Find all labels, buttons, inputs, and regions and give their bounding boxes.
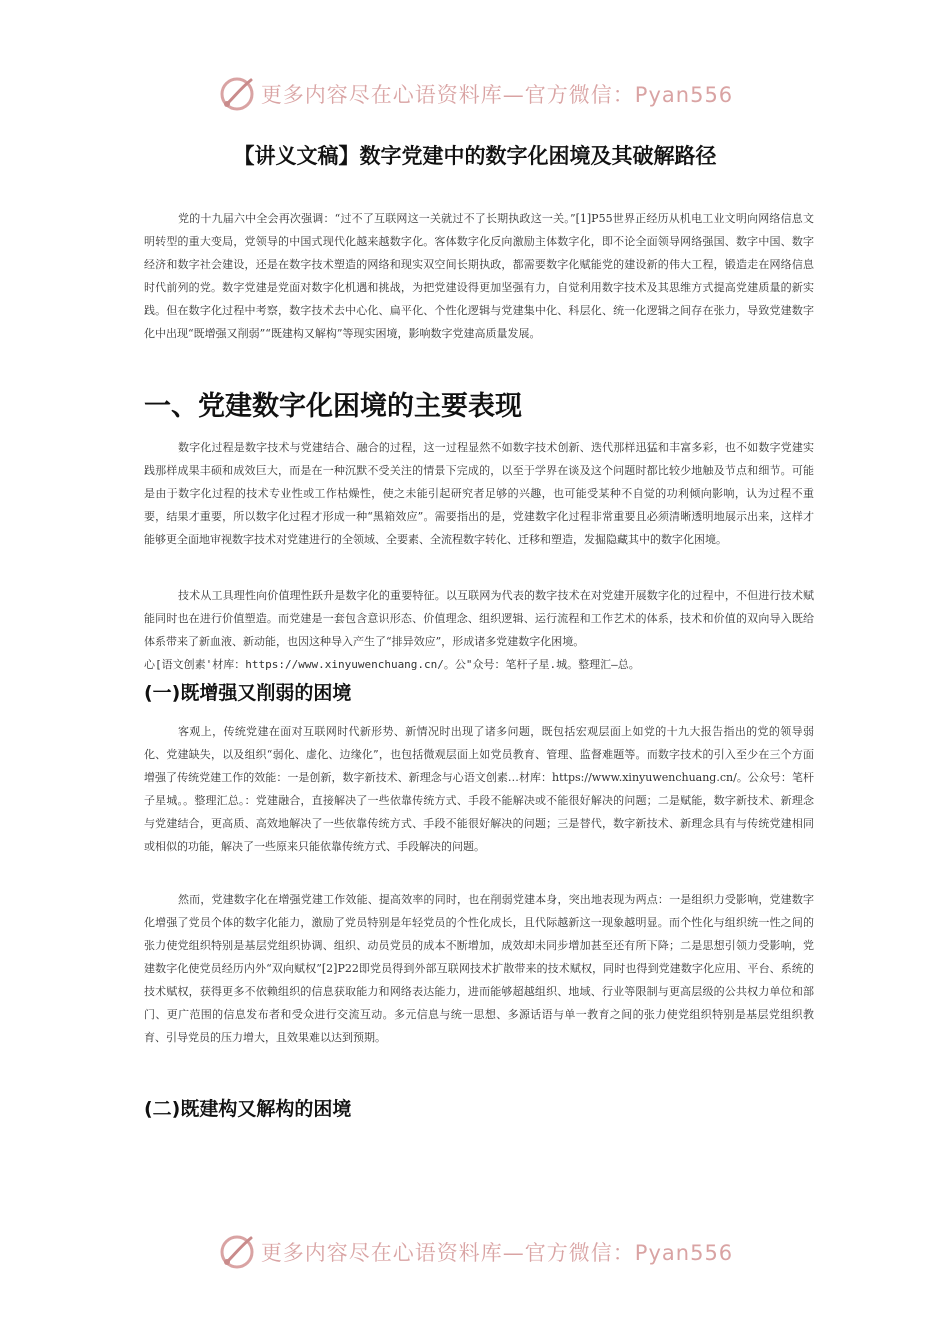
brush-logo-icon [217,74,257,114]
subsection-heading-2: (二)既建构又解构的困境 [144,1098,352,1120]
section1-paragraph-2: 技术从工具理性向价值理性跃升是数字化的重要特征。以互联网为代表的数字技术在对党建开展数字化的过程中，不但进行技术赋能同时也在进行价值塑造。而党建是一套包含意识形态、价值理念、组织逻辑、运行流程和工作艺术的体系，技术和价值的双向导入既给体系带来了新血液、新动能，也因这种导入产生了“排异效应”，形成诸多党建数字化困境。 [144,589,814,648]
watermark-note: 心[语文创素'材库：https://www.xinyuwenchuang.cn/。公"众号：笔杆子星.城。整理汇—总。 [144,658,640,671]
document-title: 【讲义文稿】数字党建中的数字化困境及其破解路径 [233,144,717,168]
section-heading: 一、党建数字化困境的主要表现 [144,391,522,422]
intro-paragraph: 党的十九届六中全会再次强调：“过不了互联网这一关就过不了长期执政这一关。”[1]P55世界正经历从机电工业文明向网络信息文明转型的重大变局，党领导的中国式现代化越来越数字化。客体数字化反向激励主体数字化，即不论全面领导网络强国、数字中国、数字经济和数字社会建设，还是在数字技术塑造的网络和现实双空间长期执政，都需要数字化赋能党的建设新的伟大工程，锻造走在网络信息时代前列的党。数字党建是党面对数字化机遇和挑战，为把党建设得更加坚强有力，自觉利用数字技术及其思维方式提高党建质量的新实践。但在数字化过程中考察，数字技术去中心化、扁平化、个性化逻辑与党建集中化、科层化、统一化逻辑之间存在张力，导致党建数字化中出现“既增强又削弱”“既建构又解构”等现实困境，影响数字党建高质量发展。 [144,212,814,340]
subsection1-paragraph-1: 客观上，传统党建在面对互联网时代新形势、新情况时出现了诸多问题，既包括宏观层面上如党的十九大报告指出的党的领导弱化、党建缺失，以及组织“弱化、虚化、边缘化”，也包括微观层面上如党员教育、管理、监督难题等。而数字技术的引入至少在三个方面增强了传统党建工作的效能：一是创新，数字新技术、新理念与心语文创素…材库：https://www.xinyuwenchuang.cn/。公众号：笔杆子星城。。整理汇总。：党建融合，直接解决了一些依靠传统方式、手段不能解决或不能很好解决的问题；二是赋能，数字新技术、新理念与党建结合，更高质、高效地解决了一些依靠传统方式、手段不能很好解决的问题；三是替代，数字新技术、新理念具有与传统党建相同或相似的功能，解决了一些原来只能依靠传统方式、手段解决的问题。 [144,725,814,853]
banner-text: 更多内容尽在心语资料库—官方微信：Pyan556 [260,1241,734,1265]
footer-banner [0,1232,950,1272]
subsection1-paragraph-2: 然而，党建数字化在增强党建工作效能、提高效率的同时，也在削弱党建本身，突出地表现为两点：一是组织力受影响，党建数字化增强了党员个体的数字化能力，激励了党员特别是年轻党员的个性化成长，且代际越新这一现象越明显。而个性化与组织统一性之间的张力使党组织特别是基层党组织协调、组织、动员党员的成本不断增加，成效却未同步增加甚至还有所下降；二是思想引领力受影响，党建数字化使党员经历内外“双向赋权”[2]P22即党员得到外部互联网技术扩散带来的技术赋权，同时也得到党建数字化应用、平台、系统的技术赋权，获得更多不依赖组织的信息获取能力和网络表达能力，进而能够超越组织、地域、行业等限制与更高层级的公共权力单位和部门、更广范围的信息发布者和受众进行交流互动。多元信息与统一思想、多源话语与单一教育之间的张力使党组织特别是基层党组织教育、引导党员的压力增大，且效果难以达到预期。 [144,893,814,1044]
subsection-heading-1: (一)既增强又削弱的困境 [144,682,352,704]
section1-paragraph-1: 数字化过程是数字技术与党建结合、融合的过程，这一过程显然不如数字技术创新、迭代那样迅猛和丰富多彩，也不如数字党建实践那样成果丰硕和成效巨大，而是在一种沉默不受关注的情景下完成的，以至于学界在谈及这个问题时都比较少地触及节点和细节。可能是由于数字化过程的技术专业性或工作枯燥性，使之未能引起研究者足够的兴趣，也可能受某种不自觉的功利倾向影响，认为过程不重要，结果才重要，所以数字化过程才形成一种“黑箱效应”。需要指出的是，党建数字化过程非常重要且必须清晰透明地展示出来，这样才能够更全面地审视数字技术对党建进行的全领域、全要素、全流程数字转化、迁移和塑造，发掘隐藏其中的数字化困境。 [144,441,814,546]
brush-logo-icon [217,1232,257,1272]
header-banner [0,74,950,114]
banner-text: 更多内容尽在心语资料库—官方微信：Pyan556 [260,83,734,107]
